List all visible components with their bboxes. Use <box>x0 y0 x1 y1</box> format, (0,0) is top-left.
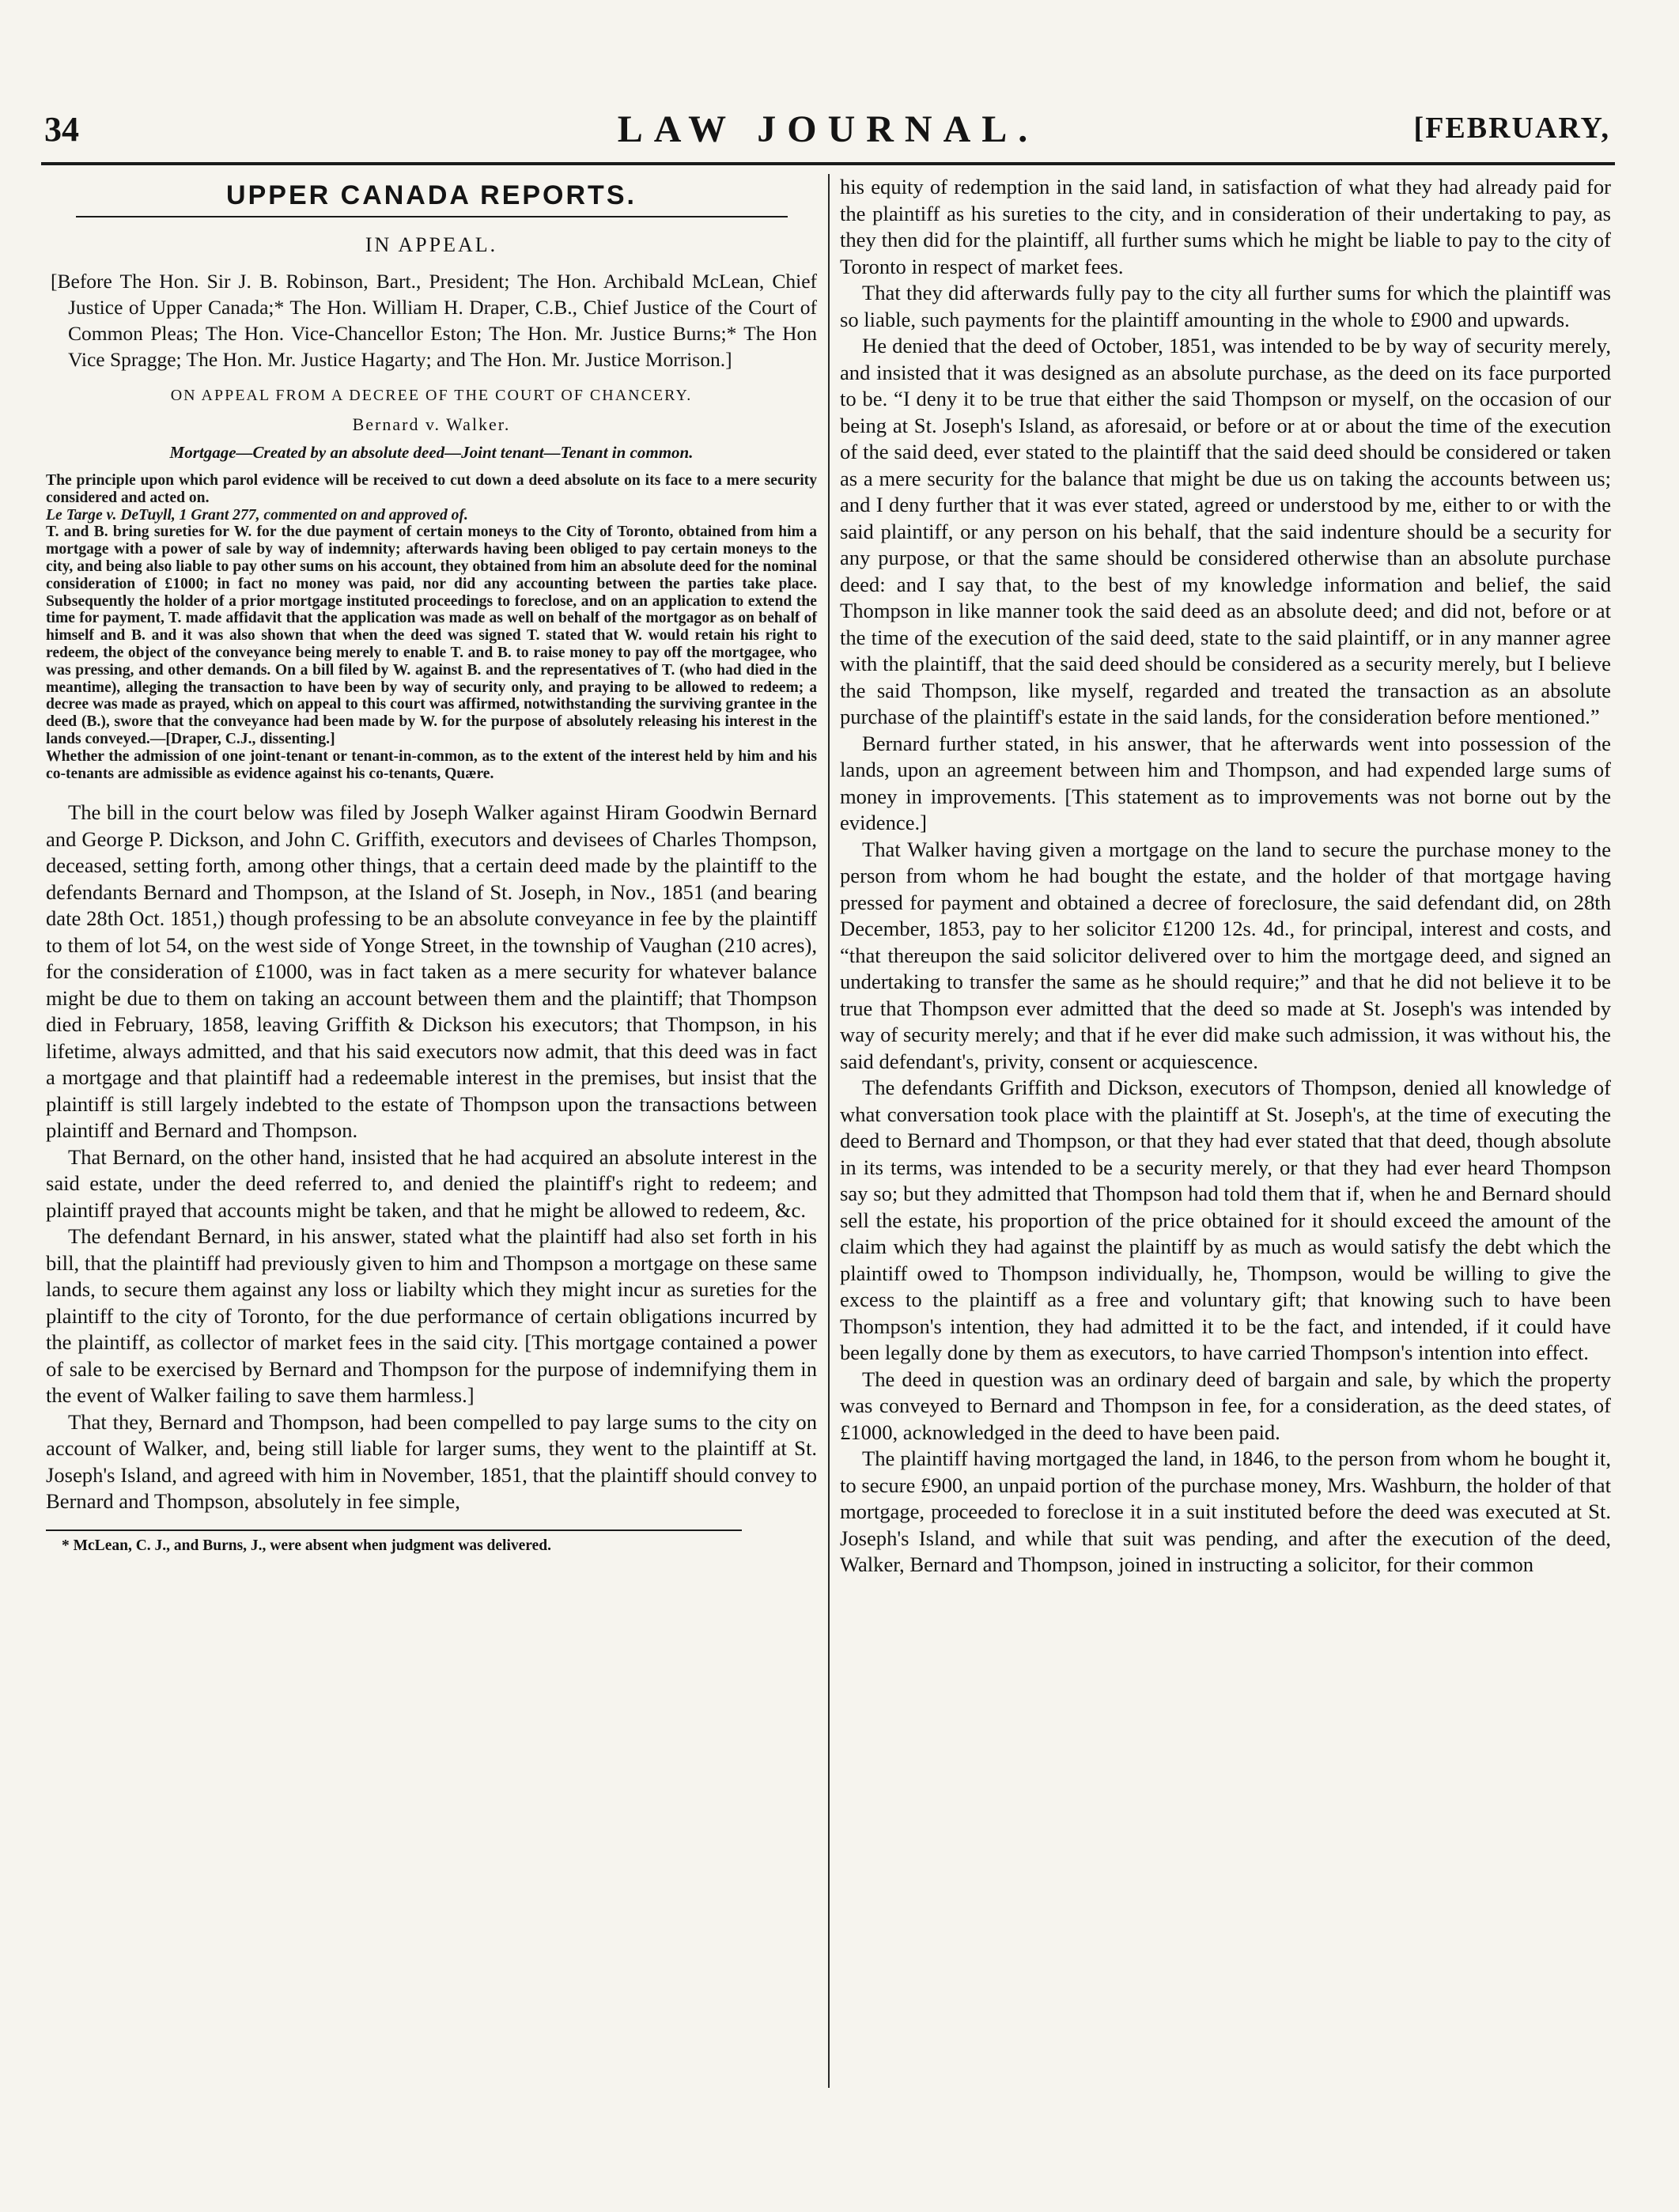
body-paragraph: The defendants Griffith and Dickson, executors of Thompson, denied all knowledge of what conversation took place with the plaintiff at St. Joseph's, at the time of executing the deed to Bernard and Thompson, or that they had ever stated that that deed, though absolute in its terms, was intended to be a security merely, or that they had ever heard Thompson say so; but they admitted that Thompson had told them that if, when he and Bernard should sell the estate, his proportion of the price obtained for it should exceed the amount of the claim which they had against the plaintiff by as much as would satisfy the debt which the plaintiff owed to Thompson individually, he, Thompson, would be willing to give the excess to the plaintiff as a free and voluntary gift; that knowing such to have been Thompson's intention, they had admitted it to be the fact, and intended, if it could have been legally done by them as executors, to have carried Thompson's intention into effect. <box>840 1076 1611 1364</box>
running-header <box>41 104 1615 160</box>
journal-title: LAW JOURNAL. <box>617 108 1039 150</box>
headnote-paragraph: Whether the admission of one joint-tenant or tenant-in-common, as to the extent of the interest held by him and his co-tenants are admissible as evidence against his co-tenants, Quære. <box>46 747 817 782</box>
body-paragraph: his equity of redemption in the said land, in satisfaction of what they had already paid for the plaintiff as his sureties to the city, and in consideration of their undertaking to pay, as they then did for the plaintiff, all further sums which he might be liable to pay to the city of Toronto in respect of market fees. <box>840 175 1611 278</box>
body-paragraph: The plaintiff having mortgaged the land, in 1846, to the person from whom he bought it, to secure £900, an unpaid portion of the purchase money, Mrs. Washburn, the holder of that mortgage, proceeded to foreclose it in a suit instituted before the deed was executed at St. Joseph's Island, and while that suit was pending, and after the execution of the deed, Walker, Bernard and Thompson, joined in instructing a solicitor, for their common <box>840 1446 1611 1576</box>
body-paragraph: That Walker having given a mortgage on the land to secure the purchase money to the person from whom he had bought the estate, and the holder of that mortgage having pressed for payment and obtained a decree of foreclosure, the said defendant did, on 28th December, 1853, pay to her solicitor £1200 12s. 4d., for principal, interest and costs, and “that thereupon the said solicitor delivered over to him the mortgage deed, and signed an undertaking to transfer the same as he should require;” and that he did not believe it to be true that Thompson ever admitted that the deed so made at St. Joseph's was intended by way of security merely; and that if he ever did make such admission, it was without his, the said defendant's, privity, consent or acquiescence. <box>840 837 1611 1073</box>
section-subtitle: IN APPEAL. <box>365 233 498 256</box>
body-paragraph: That they, Bernard and Thompson, had been compelled to pay large sums to the city on account of Walker, and, being still liable for larger sums, they went to the plaintiff at St. Joseph's Island, and agreed with him in November, 1851, that the plaintiff should convey to Bernard and Thompson, absolutely in fee simple, <box>46 1409 817 1514</box>
appeal-line: ON APPEAL FROM A DECREE OF THE COURT OF CHANCERY. <box>170 387 693 404</box>
case-name: Bernard v. Walker. <box>352 414 511 434</box>
headnote-paragraph: The principle upon which parol evidence will be received to cut down a deed absolute on its face to a mere security considered and acted on. <box>46 472 817 506</box>
body-paragraph: The defendant Bernard, in his answer, stated what the plaintiff had also set forth in his bill, that the plaintiff had previously given to him and Thompson a mortgage on these same lands, to secure them against any loss or liabilty which they might incur as sureties for the plaintiff to the city of Toronto, for the due performance of certain obligations incurred by the plaintiff, as collector of market fees in the said city. [This mortgage contained a power of sale to be exercised by Bernard and Thompson for the purpose of indemnifying them in the event of Walker failing to save them harmless.] <box>46 1224 817 1408</box>
body-paragraph: Bernard further stated, in his answer, that he afterwards went into possession of the lands, upon an agreement between him and Thompson, and had expended large sums of money in improvements. [This statement as to improvements was not borne out by the evidence.] <box>840 731 1611 834</box>
right-column <box>840 174 1611 1579</box>
column-divider <box>828 174 830 2088</box>
left-column <box>46 174 817 1555</box>
right-body <box>840 174 1611 1579</box>
section-rule <box>76 216 788 217</box>
body-paragraph: The bill in the court below was filed by Joseph Walker against Hiram Goodwin Bernard and George P. Dickson, and John C. Griffith, executors and devisees of Charles Thompson, deceased, setting forth, among other things, that a certain deed made by the plaintiff to the defendants Bernard and Thompson, at the Island of St. Joseph, in Nov., 1851 (and bearing date 28th Oct. 1851,) though professing to be an absolute conveyance in fee by the plaintiff to them of lot 54, on the west side of Yonge Street, in the township of Vaughan (210 acres), for the consideration of £1000, was in fact taken as a mere security for whatever balance might be due to them on taking an account between them and the plaintiff; that Thompson died in February, 1858, leaving Griffith & Dickson his executors; that Thompson, in his lifetime, always admitted, and that his said executors now admit, that this deed was in fact a mortgage and that plaintiff had a redeemable interest in the premises, but insist that the plaintiff is still largely indebted to the estate of Thompson upon the transactions between plaintiff and Bernard and Thompson. <box>46 800 817 1143</box>
left-body <box>46 800 817 1515</box>
page-number: 34 <box>44 110 79 149</box>
body-paragraph: That they did afterwards fully pay to the city all further sums for which the plaintiff was so liable, such payments for the plaintiff amounting in the whole to £900 and upwards. <box>840 281 1611 331</box>
body-paragraph: He denied that the deed of October, 1851, was intended to be by way of security merely, and insisted that it was designed as an absolute purchase, as the deed on its face purported to be. “I deny it to be true that either the said Thompson or myself, on the occasion of our being at St. Joseph's Island, as aforesaid, or before or at or about the time of the execution of the said deed, ever stated to the plaintiff that the said deed should be considered or taken as a mere security for the balance that might be due us on taking the accounts between us; and I deny further that it was ever stated, agreed or understood by me, either to or with the said plaintiff, or any person on his behalf, that the said indenture should be a security for any purpose, or that the same should be considered otherwise than an absolute purchase deed: and I say that, to the best of my knowledge information and belief, the said Thompson in like manner took the said deed as an absolute deed; and did not, before or at the time of the execution of the said deed, state to the said plaintiff, or in any manner agree with the plaintiff, that the said deed should be considered as a security merely, but I believe the said Thompson, like myself, regarded and treated the transaction as an absolute purchase of the plaintiff's estate in the said lands, for the consideration before mentioned.” <box>840 334 1611 728</box>
case-keywords: Mortgage—Created by an absolute deed—Joint tenant—Tenant in common. <box>169 443 694 462</box>
body-paragraph: That Bernard, on the other hand, insisted that he had acquired an absolute interest in the said estate, under the deed referred to, and denied the plaintiff's right to redeem; and plaintiff prayed that accounts might be taken, and that he might be allowed to redeem, &c. <box>46 1144 817 1222</box>
headnote-paragraph: Le Targe v. DeTuyll, 1 Grant 277, commented on and approved of. <box>46 506 468 524</box>
body-paragraph: The deed in question was an ordinary deed of bargain and sale, by which the property was conveyed to Bernard and Thompson in fee, for a consideration, as the deed states, of £1000, acknowledged in the deed to have been paid. <box>840 1367 1611 1444</box>
section-title: UPPER CANADA REPORTS. <box>226 180 637 210</box>
headnote <box>46 472 817 782</box>
footnote: * McLean, C. J., and Burns, J., were absent when judgment was delivered. <box>62 1537 551 1554</box>
issue-month: [FEBRUARY, <box>1413 112 1610 145</box>
headnote-paragraph: T. and B. bring sureties for W. for the due payment of certain moneys to the City of Toronto, obtained from him a mortgage with a power of sale by way of indemnity; afterwards having been obliged to pay certain moneys to the city, and being also liable to pay other sums on his account, they obtained from him an absolute deed for the nominal consideration of £1000; in fact no money was paid, nor did any accounting between the parties take place. Subsequently the holder of a prior mortgage instituted proceedings to foreclose, and on an application to extend the time for payment, T. made affidavit that the application was made as well on behalf of the mortgagor as on behalf of himself and B. and it was also shown that when the deed was signed T. stated that W. would retain his right to redeem, the object of the conveyance being merely to enable T. and B. to raise money to pay off the mortgagee, who was pressing, and other demands. On a bill filed by W. against B. and the representatives of T. (who had died in the meantime), alleging the transaction to have been by way of security only, and praying to be allowed to redeem; a decree was made as prayed, which on appeal to this court was affirmed, notwithstanding the surviving grantee in the deed (B.), swore that the conveyance had been made by W. for the purpose of absolutely releasing his interest in the lands conveyed.—[Draper, C.J., dissenting.] <box>46 524 817 747</box>
header-rule <box>41 162 1615 165</box>
bench-listing: [Before The Hon. Sir J. B. Robinson, Bart., President; The Hon. Archibald McLean, Chief Justice of Upper Canada;* The Hon. William H. Draper, C.B., Chief Justice of the Court of Common Pleas; The Hon. Vice-Chancellor Eston; The Hon. Mr. Justice Burns;* The Hon Vice Spragge; The Hon. Mr. Justice Hagarty; and The Hon. Mr. Justice Morrison.] <box>51 270 817 371</box>
footnote-rule <box>46 1529 742 1531</box>
